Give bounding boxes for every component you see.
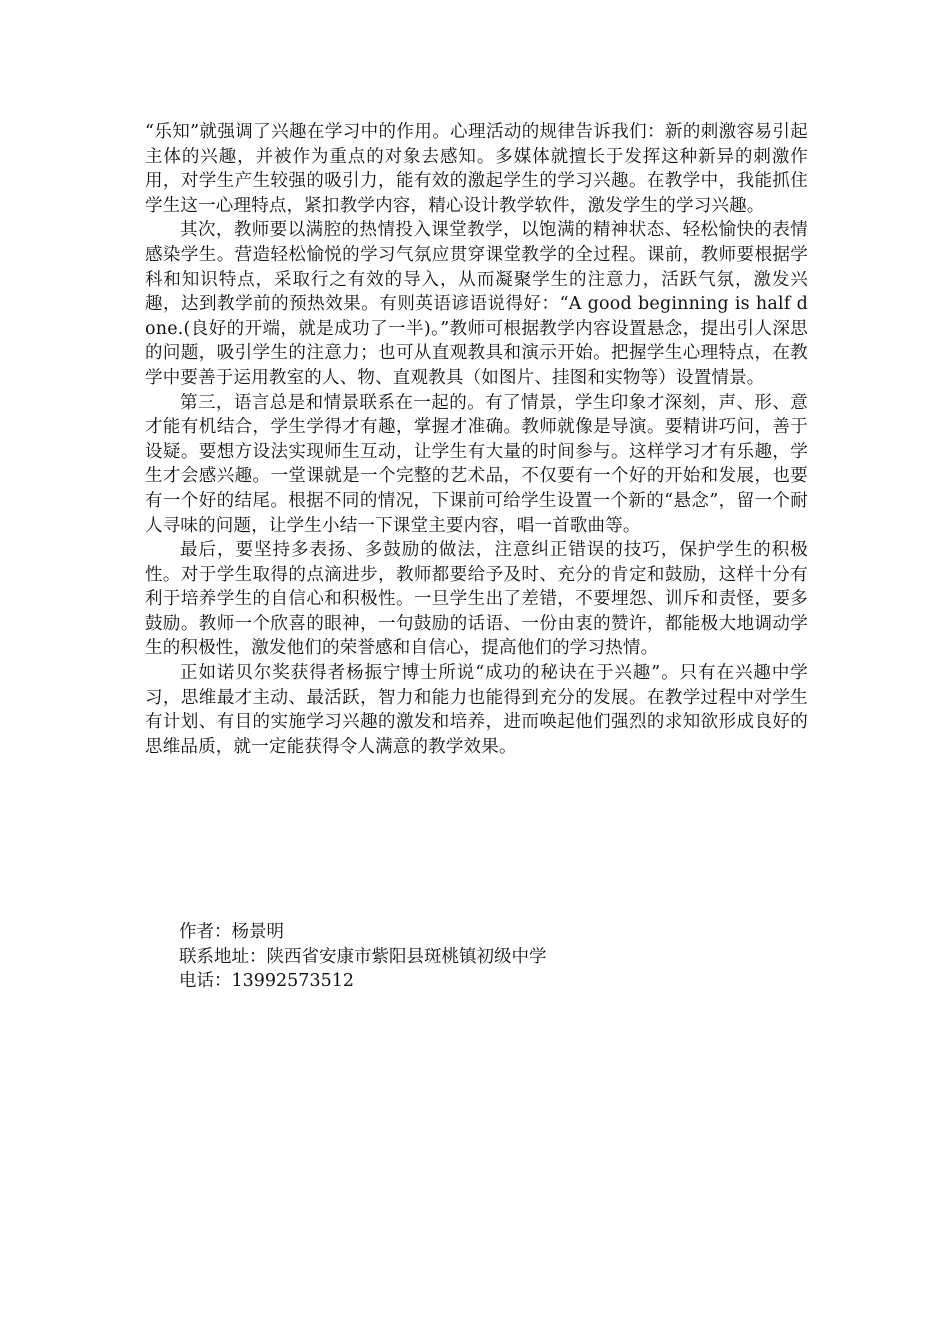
paragraph-third: 第三，语言总是和情景联系在一起的。有了情景，学生印象才深刻，声、形、意才能有机结合，学生学得才有趣，掌握才准确。教师就像是导演。要精讲巧问，善于设疑。要想方设法实现师生互动，让学生有大量的时间参与。这样学习才有乐趣，学生才会感兴趣。一堂课就是一个完整的艺术品，不仅要有一个好的开始和发展，也要有一个好的结尾。根据不同的情况，下课前可给学生设置一个新的“悬念”，留一个耐人寻味的问题，让学生小结一下课堂主要内容，唱一首歌曲等。 bbox=[145, 392, 808, 536]
author-info bbox=[179, 920, 779, 994]
contact-address: 联系地址：陕西省安康市紫阳县斑桃镇初级中学 bbox=[179, 946, 547, 967]
phone-number: 电话：13992573512 bbox=[179, 971, 354, 992]
paragraph-last: 最后，要坚持多表扬、多鼓励的做法，注意纠正错误的技巧，保护学生的积极性。对于学生取得的点滴进步，教师都要给予及时、充分的肯定和鼓励，这样十分有利于培养学生的自信心和积极性。一旦学生出了差错，不要埋怨、训斥和责怪，要多鼓励。教师一个欣喜的眼神，一句鼓励的话语、一份由衷的赞许，都能极大地调动学生的积极性，激发他们的荣誉感和自信心，提高他们的学习热情。 bbox=[145, 540, 808, 659]
paragraph-second: 其次，教师要以满腔的热情投入课堂教学，以饱满的精神状态、轻松愉快的表情感染学生。营造轻松愉悦的学习气氛应贯穿课堂教学的全过程。课前，教师要根据学科和知识特点，采取行之有效的导入，从而凝聚学生的注意力，活跃气氛，激发兴趣，达到教学前的预热效果。有则英语谚语说得好：“A good beginning is half done.(良好的开端，就是成功了一半)。”教师可根据教学内容设置悬念，提出引人深思的问题，吸引学生的注意力；也可从直观教具和演示开始。把握学生心理特点，在教学中要善于运用教室的人、物、直观教具（如图片、挂图和实物等）设置情景。 bbox=[145, 220, 808, 388]
paragraph-conclusion: 正如诺贝尔奖获得者杨振宁博士所说“成功的秘诀在于兴趣”。只有在兴趣中学习，思维最才主动、最活跃，智力和能力也能得到充分的发展。在教学过程中对学生有计划、有目的实施学习兴趣的激发和培养，进而唤起他们强烈的求知欲形成良好的思维品质，就一定能获得令人满意的教学效果。 bbox=[145, 663, 808, 757]
article-body bbox=[145, 120, 808, 759]
paragraph-interest-intro: “乐知”就强调了兴趣在学习中的作用。心理活动的规律告诉我们：新的刺激容易引起主体的兴趣，并被作为重点的对象去感知。多媒体就擅长于发挥这种新异的刺激作用，对学生产生较强的吸引力，能有效的激起学生的学习兴趣。在教学中，我能抓住学生这一心理特点，紧扣教学内容，精心设计教学软件，激发学生的学习兴趣。 bbox=[145, 122, 808, 216]
author-name: 作者：杨景明 bbox=[179, 922, 284, 942]
